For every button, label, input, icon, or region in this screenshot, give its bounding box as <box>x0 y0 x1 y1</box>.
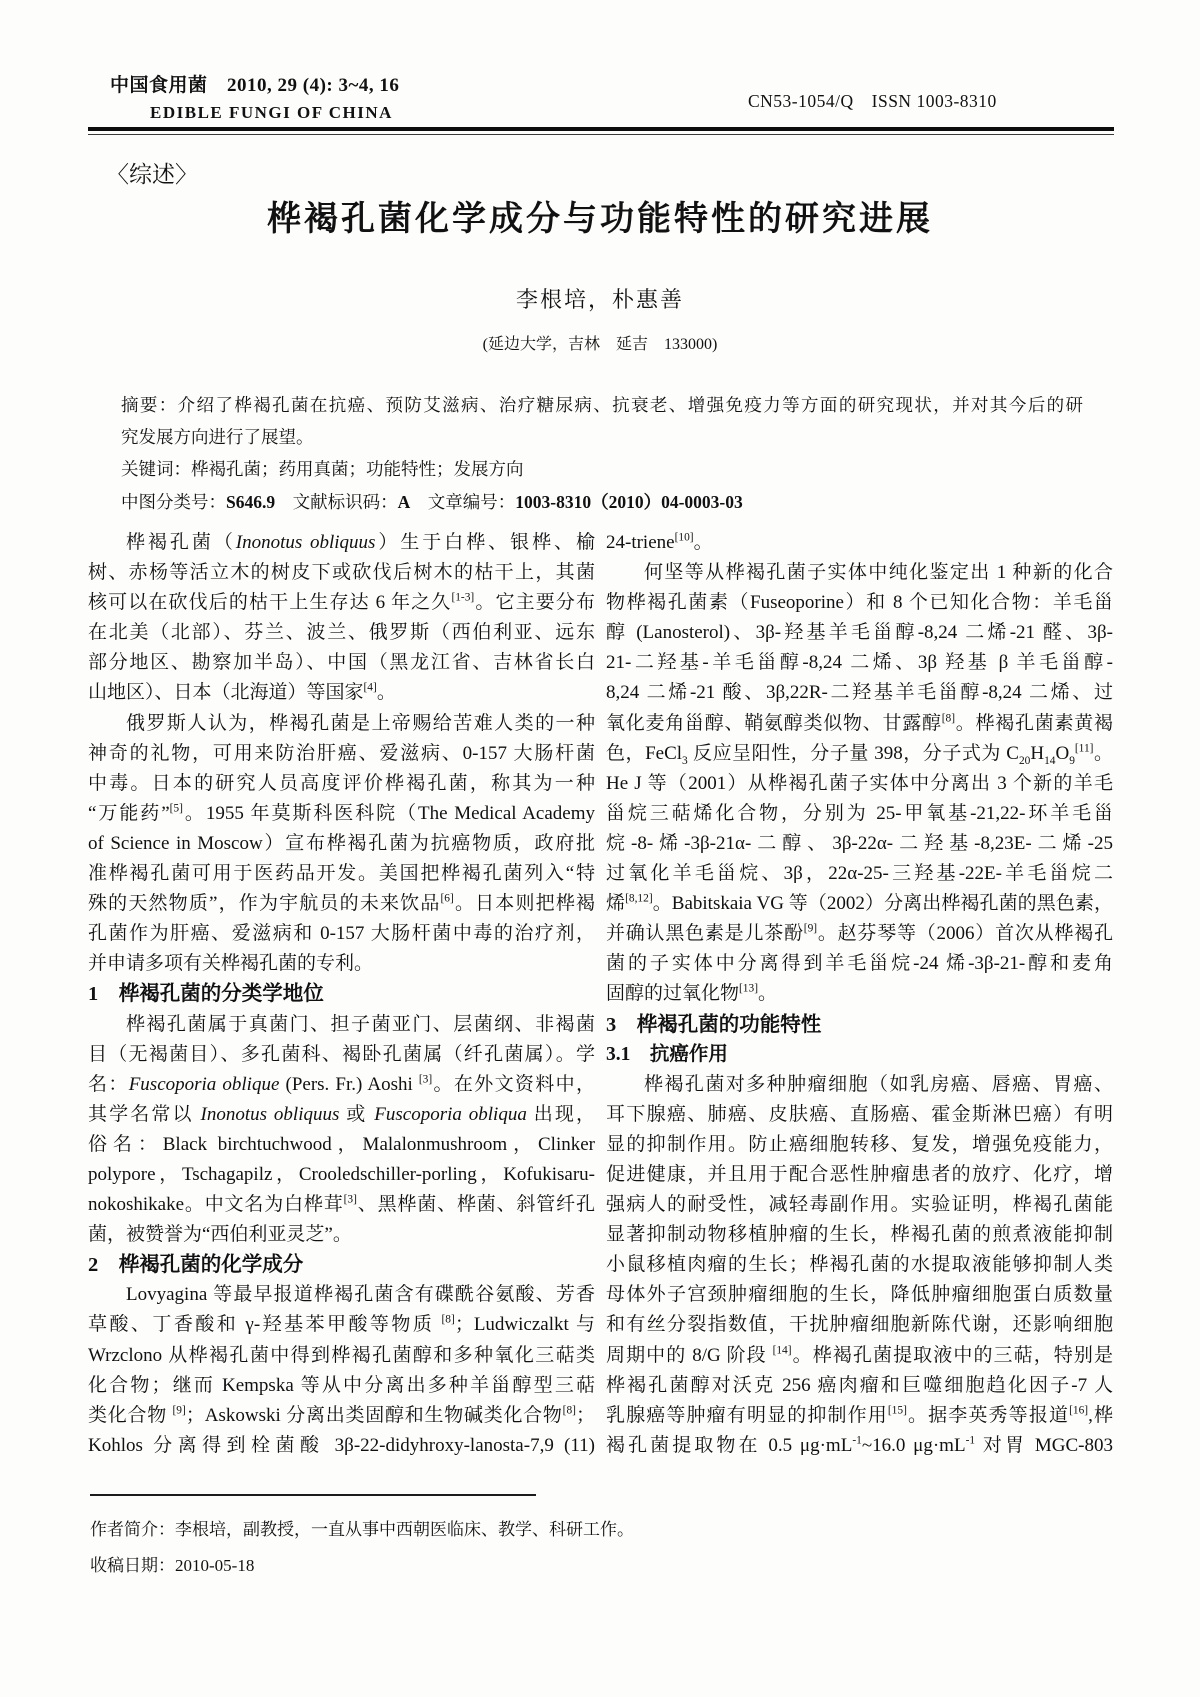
text-line: 甾烷三萜烯化合物，分别为 25-甲氧基-21,22-环羊毛甾 <box>606 802 1113 824</box>
header-rule-thick <box>88 127 1114 131</box>
text-line: 山地区）、日本（北海道）等国家[4]。 <box>88 682 396 704</box>
text-line: 神奇的礼物，可用来防治肝癌、爱滋病、0-157 大肠杆菌 <box>88 742 595 764</box>
text-line: 其学名常以 Inonotus obliquus 或 Fuscoporia obliqua 出现， <box>88 1103 595 1125</box>
text-line: 部分地区、勘察加半岛）、中国（黑龙江省、吉林省长白 <box>88 652 595 674</box>
text-line: 和有丝分裂指数值，干扰肿瘤细胞新陈代谢，还影响细胞 <box>606 1314 1113 1336</box>
text-line: 目（无褐菌目）、多孔菌科、褐卧孔菌属（纤孔菌属）。学 <box>88 1043 595 1065</box>
text-line: 氧化麦角甾醇、鞘氨醇类似物、甘露醇[8]。桦褐孔菌素黄褐 <box>606 712 1113 734</box>
text-line: 并申请多项有关桦褐孔菌的专利。 <box>88 953 374 975</box>
text-line: 核可以在砍伐后的枯干上生存达 6 年之久[1-3]。它主要分布 <box>88 591 595 614</box>
journal-en-title: EDIBLE FUNGI OF CHINA <box>150 103 393 122</box>
footnote-rule <box>90 1494 536 1496</box>
text-line: 8,24 二烯-21 酸、3β,22R-二羟基羊毛甾醇-8,24 二烯、过 <box>606 682 1113 704</box>
text-line: Lovyagina 等最早报道桦褐孔菌含有碟酰谷氨酸、芳香 <box>126 1284 595 1306</box>
text-line: 醇 (Lanosterol)、3β-羟基羊毛甾醇-8,24 二烯-21 醛、3β- <box>606 622 1113 644</box>
text-line: 化合物；继而 Kempska 等从中分离出多种羊甾醇型三萜 <box>88 1374 595 1396</box>
text-line: 固醇的过氧化物[13]。 <box>606 983 778 1005</box>
text-line: 中图分类号：S646.9 文献标识码：A 文章编号：1003-8310（2010）04-0003-03 <box>121 491 743 512</box>
text-line: 显的抑制作用。防止癌细胞转移、复发，增强免疫能力， <box>606 1133 1113 1155</box>
text-line: 菌的子实体中分离得到羊毛甾烷-24 烯-3β-21-醇和麦角 <box>606 953 1113 975</box>
text-line: 究发展方向进行了展望。 <box>121 427 314 448</box>
paper-title: 桦褐孔菌化学成分与功能特性的研究进展 <box>267 201 933 238</box>
text-line: 何坚等从桦褐孔菌子实体中纯化鉴定出 1 种新的化合 <box>644 562 1113 584</box>
text-line: 俗名：Black birchtuchwood，Malalonmushroom，Clinker <box>88 1133 595 1155</box>
section-heading: 2 桦褐孔菌的化学成分 <box>88 1254 304 1277</box>
text-line: 桦褐孔菌醇对沃克 256 癌肉瘤和巨噬细胞趋化因子-7 人 <box>606 1374 1113 1396</box>
text-line: 物桦褐孔菌素（Fuseoporine）和 8 个已知化合物：羊毛甾 <box>606 592 1113 614</box>
text-line: 母体外子宫颈肿瘤细胞的生长，降低肿瘤细胞蛋白质数量 <box>606 1284 1113 1306</box>
journal-cn-title: 中国食用菌 2010, 29 (4): 3~4, 16 <box>110 75 400 96</box>
affiliation: (延边大学，吉林 延吉 133000) <box>482 336 718 353</box>
footnote-block <box>90 1512 850 1584</box>
section-heading: 1 桦褐孔菌的分类学地位 <box>88 983 324 1006</box>
text-line: 21-二羟基-羊毛甾醇-8,24 二烯、3β 羟基 β 羊毛甾醇- <box>606 652 1113 674</box>
text-line: 树、赤杨等活立木的树皮下或砍伐后树木的枯干上，其菌 <box>88 562 595 584</box>
text-line: Kohlos 分离得到栓菌酸 3β-22-didyhroxy-lanosta-7,9 (11) <box>88 1434 595 1456</box>
journal-issn: CN53-1054/Q ISSN 1003-8310 <box>748 91 997 111</box>
text-line: 在北美（北部）、芬兰、波兰、俄罗斯（西伯利亚、远东 <box>88 622 595 644</box>
text-line: Wrzclono 从桦褐孔菌中得到桦褐孔菌醇和多种氧化三萜类 <box>88 1344 595 1366</box>
section-heading: 3 桦褐孔菌的功能特性 <box>606 1013 822 1036</box>
text-line: 类化合物 [9]；Askowski 分离出类固醇和生物碱类化合物[8]； <box>88 1404 595 1426</box>
text-line: 桦褐孔菌对多种肿瘤细胞（如乳房癌、唇癌、胃癌、 <box>644 1073 1113 1095</box>
text-line: 色，FeCl$_3$ 反应呈阳性，分子量 398，分子式为 $C_{20}H_{14}O_9[11]$。 <box>606 742 1113 767</box>
text-line: 小鼠移植肉瘤的生长；桦褐孔菌的水提取液能够抑制人类 <box>606 1254 1113 1276</box>
text-line: He J 等（2001）从桦褐孔菌子实体中分离出 3 个新的羊毛 <box>606 772 1113 794</box>
text-line: 准桦褐孔菌可用于医药品开发。美国把桦褐孔菌列入“特 <box>88 863 595 885</box>
section-heading: 3.1 抗癌作用 <box>606 1043 728 1065</box>
text-line: of Science in Moscow）宣布桦褐孔菌为抗癌物质，政府批 <box>88 832 595 854</box>
text-line: 烷-8-烯-3β-21α-二醇、3β-22α-二羟基-8,23E-二烯-25 <box>606 832 1113 854</box>
column-left <box>88 528 595 1461</box>
text-line: 桦褐孔菌（Inonotus obliquus）生于白桦、银桦、榆 <box>126 532 595 553</box>
authors: 李根培，朴惠善 <box>515 287 684 312</box>
text-line: 24-triene[10]。 <box>606 531 713 553</box>
text-line: “万能药”[5]。1955 年莫斯科医科院（The Medical Academy <box>88 802 595 824</box>
column-right <box>606 528 1113 1461</box>
text-line: 关键词：桦褐孔菌；药用真菌；功能特性；发展方向 <box>121 459 524 480</box>
abstract-block <box>121 389 1083 518</box>
text-line: 摘要：介绍了桦褐孔菌在抗癌、预防艾滋病、治疗糖尿病、抗衰老、增强免疫力等方面的研究现状，并对其今后的研 <box>121 395 1083 415</box>
text-line: 草酸、丁香酸和 γ-羟基苯甲酸等物质 [8]；Ludwiczalkt 与 <box>88 1314 595 1336</box>
text-line: 显著抑制动物移植肿瘤的生长，桦褐孔菌的煎煮液能抑制 <box>606 1224 1113 1246</box>
text-line: 收稿日期：2010-05-18 <box>90 1556 255 1575</box>
text-line: 桦褐孔菌属于真菌门、担子菌亚门、层菌纲、非褐菌 <box>126 1013 595 1035</box>
text-line: 促进健康，并且用于配合恶性肿瘤患者的放疗、化疗，增 <box>606 1163 1113 1185</box>
text-line: 孔菌作为肝癌、爱滋病和 0-157 大肠杆菌中毒的治疗剂， <box>88 923 595 945</box>
text-line: 褐孔菌提取物在 0.5 $\mu g\cdot mL^{-1}\sim 16.0$ $\mu g\cdot mL^{-1}$ 对胃 MGC-803 <box>606 1434 1113 1456</box>
text-line: 中毒。日本的研究人员高度评价桦褐孔菌，称其为一种 <box>88 772 595 794</box>
category-tag: 〈综述〉 <box>106 162 198 187</box>
text-line: polypore，Tschagapilz，Crooledschiller-porling，Kofukisaru- <box>88 1163 595 1185</box>
header-rule-thin <box>88 134 1114 135</box>
text-line: 菌，被赞誉为“西伯利亚灵芝”。 <box>88 1224 352 1246</box>
text-line: nokoshikake。中文名为白桦茸[3]、黑桦菌、桦菌、斜管纤孔 <box>88 1193 595 1216</box>
text-line: 并确认黑色素是儿茶酚[9]。赵芬琴等（2006）首次从桦褐孔 <box>606 922 1113 945</box>
text-line: 乳腺癌等肿瘤有明显的抑制作用[15]。据李英秀等报道[16],桦 <box>606 1404 1113 1426</box>
text-line: 殊的天然物质”，作为宇航员的未来饮品[6]。日本则把桦褐 <box>88 892 595 915</box>
text-line: 强病人的耐受性，减轻毒副作用。实验证明，桦褐孔菌能 <box>606 1194 1113 1216</box>
text-line: 俄罗斯人认为，桦褐孔菌是上帝赐给苦难人类的一种 <box>126 712 595 734</box>
text-line: 过氧化羊毛甾烷、3β，22α-25-三羟基-22E-羊毛甾烷二 <box>606 863 1113 885</box>
text-line: 耳下腺癌、肺癌、皮肤癌、直肠癌、霍金斯淋巴癌）有明 <box>606 1103 1113 1125</box>
text-line: 周期中的 8/G 阶段 [14]。桦褐孔菌提取液中的三萜，特别是 <box>606 1344 1113 1366</box>
text-line: 作者简介：李根培，副教授，一直从事中西朝医临床、教学、科研工作。 <box>90 1520 634 1539</box>
text-line: 烯[8,12]。Babitskaia VG 等（2002）分离出桦褐孔菌的黑色素， <box>606 892 1113 915</box>
text-line: 名：Fuscoporia oblique (Pers. Fr.) Aoshi [3]。在外文资料中， <box>88 1073 595 1095</box>
